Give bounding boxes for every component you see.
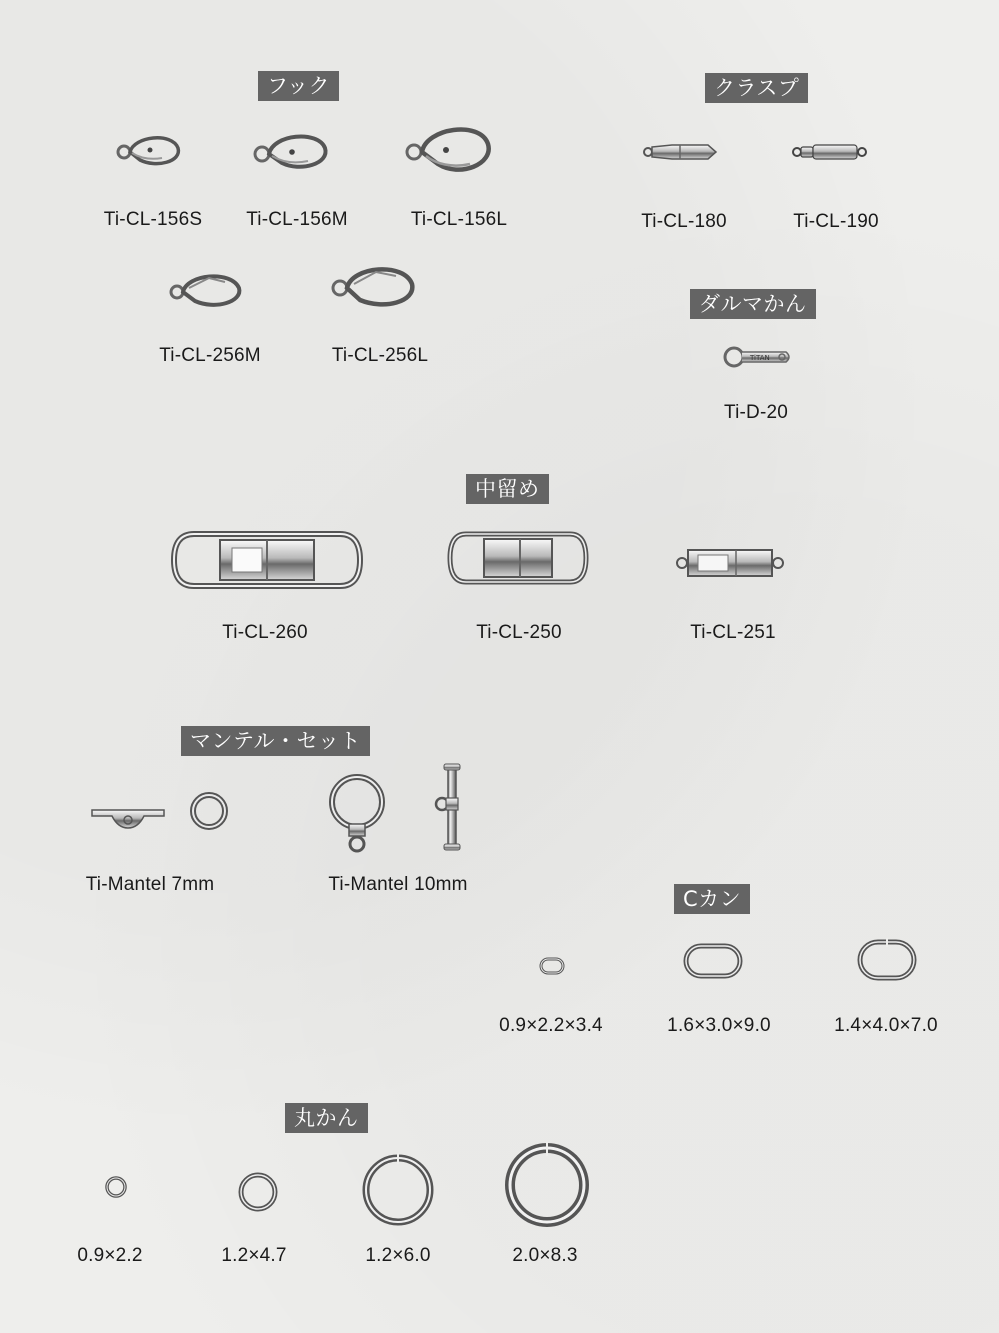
toggle-ring-7mm-image xyxy=(186,788,232,834)
product-label: Ti-Mantel 10mm xyxy=(328,874,468,895)
engraving-text: TiTAN xyxy=(750,354,770,362)
product-label: Ti-CL-256M xyxy=(159,345,261,366)
product-label: Ti-Mantel 7mm xyxy=(85,874,215,895)
product-label: Ti-CL-251 xyxy=(690,622,776,643)
box-clasp-260-image xyxy=(172,530,362,590)
product-label: Ti-CL-250 xyxy=(476,622,562,643)
product-label: Ti-CL-180 xyxy=(641,211,727,232)
product-label: 2.0×8.3 xyxy=(512,1245,578,1266)
box-clasp-250-image xyxy=(448,530,588,586)
section-header-daruma: ダルマかん xyxy=(690,289,816,319)
barrel-clasp-190-image xyxy=(790,140,870,164)
product-label: 0.9×2.2×3.4 xyxy=(499,1015,603,1036)
product-label: 1.4×4.0×7.0 xyxy=(834,1015,938,1036)
product-label: Ti-CL-156S xyxy=(103,209,203,230)
lobster-clasp-256l-image xyxy=(326,262,421,314)
jump-ring-2.0x8.3-image xyxy=(500,1138,594,1232)
lobster-clasp-256m-image xyxy=(165,268,250,313)
toggle-ring-10mm-image xyxy=(324,772,390,858)
section-header-ckan: Cカン xyxy=(674,884,750,914)
toggle-bar-7mm-image xyxy=(88,800,168,830)
product-label: 1.2×4.7 xyxy=(221,1245,287,1266)
product-label: 1.2×6.0 xyxy=(365,1245,431,1266)
c-ring-medium-image xyxy=(680,940,746,982)
barrel-clasp-180-image xyxy=(640,138,720,166)
product-label: Ti-D-20 xyxy=(723,402,789,423)
jump-ring-1.2x4.7-image xyxy=(234,1168,282,1216)
section-header-mantel: マンテル・セット xyxy=(181,726,370,756)
lobster-clasp-156m-image xyxy=(248,126,338,178)
section-header-hook: フック xyxy=(258,71,339,101)
section-header-nakadome: 中留め xyxy=(466,474,549,504)
c-ring-large-image xyxy=(854,936,920,984)
product-label: Ti-CL-256L xyxy=(331,345,429,366)
c-ring-small-image xyxy=(536,954,568,978)
section-header-marukan: 丸かん xyxy=(285,1103,368,1133)
product-label: 1.6×3.0×9.0 xyxy=(667,1015,771,1036)
product-label: Ti-CL-156L xyxy=(410,209,508,230)
toggle-bar-10mm-image xyxy=(430,762,474,852)
product-label: 0.9×2.2 xyxy=(77,1245,143,1266)
product-label: Ti-CL-260 xyxy=(222,622,308,643)
box-clasp-251-image xyxy=(674,546,786,580)
jump-ring-1.2x6.0-image xyxy=(358,1150,438,1230)
daruma-connector-image xyxy=(720,344,794,370)
section-header-clasp: クラスプ xyxy=(705,73,808,103)
jump-ring-0.9x2.2-image xyxy=(102,1173,130,1201)
product-label: Ti-CL-190 xyxy=(793,211,879,232)
lobster-clasp-156l-image xyxy=(400,118,500,183)
product-label: Ti-CL-156M xyxy=(246,209,348,230)
lobster-clasp-156s-image xyxy=(110,128,190,173)
